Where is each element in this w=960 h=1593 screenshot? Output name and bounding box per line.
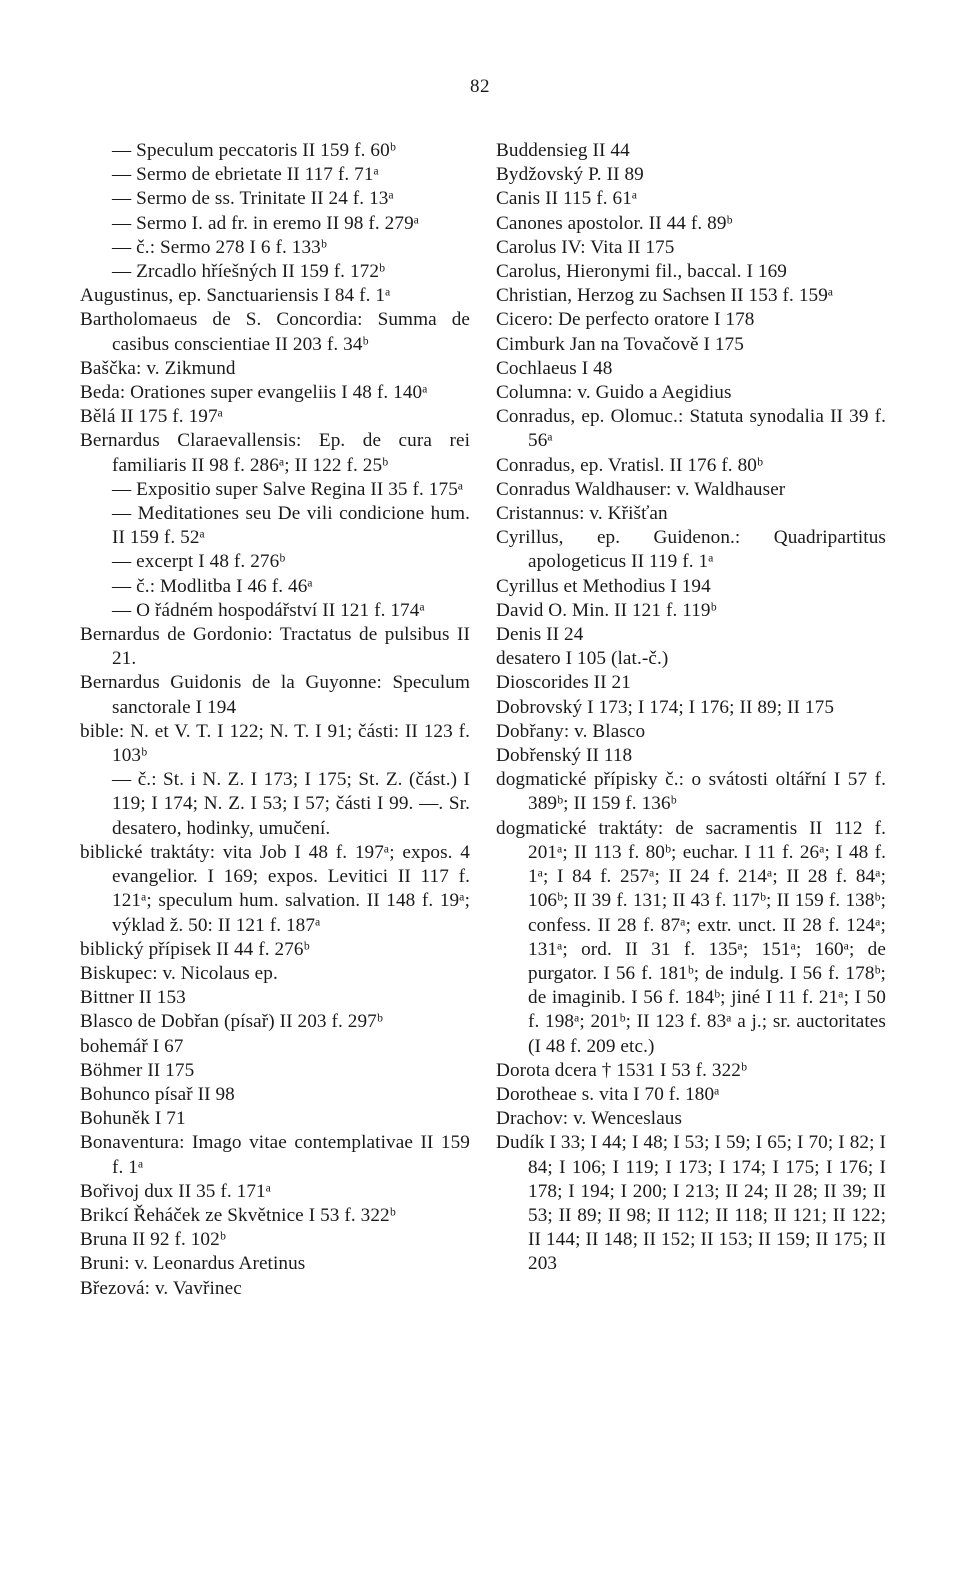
index-entry: Bruni: v. Leonardus Aretinus	[80, 1253, 306, 1275]
right-column	[496, 139, 886, 1277]
index-entry: Bonaventura: Imago vitae contemplativae II 159 f. 1ᵃ	[80, 1132, 470, 1178]
index-entry: Cyrillus et Methodius I 194	[496, 575, 711, 597]
index-entry: Bernardus Claraevallensis: Ep. de cura rei familiaris II 98 f. 286ᵃ; II 122 f. 25ᵇ	[80, 430, 470, 476]
index-entry: Buddensieg II 44	[496, 140, 630, 161]
index-entry: Dobřenský II 118	[496, 745, 633, 767]
index-entry: Cyrillus, ep. Guidenon.: Quadripartitus apologeticus II 119 f. 1ᵃ	[496, 527, 886, 573]
index-subentry: — Expositio super Salve Regina II 35 f. 175ᵃ	[112, 478, 464, 500]
left-column	[80, 139, 470, 1301]
index-entry: Bartholomaeus de S. Concordia: Summa de casibus conscientiae II 203 f. 34ᵇ	[80, 309, 470, 355]
index-entry: bible: N. et V. T. I 122; N. T. I 91; části: II 123 f. 103ᵇ	[80, 720, 470, 767]
index-subentry: — č.: St. i N. Z. I 173; I 175; St. Z. (část.) I 119; I 174; N. Z. I 53; I 57; části I 99. —. Sr. desatero, hodinky, umučení.	[112, 769, 470, 839]
index-subentry: — č.: Sermo 278 I 6 f. 133ᵇ	[112, 236, 327, 258]
index-entry: Columna: v. Guido a Aegidius	[496, 382, 732, 404]
index-subentry: — Speculum peccatoris II 159 f. 60ᵇ	[112, 140, 396, 161]
index-entry: Dioscorides II 21	[496, 672, 631, 694]
index-entry: Canis II 115 f. 61ᵃ	[496, 188, 638, 210]
index-entry: Augustinus, ep. Sanctuariensis I 84 f. 1ᵃ	[80, 285, 391, 307]
index-subentry: — O řádném hospodářství II 121 f. 174ᵃ	[112, 599, 425, 621]
index-entry: Conradus, ep. Olomuc.: Statuta synodalia II 39 f. 56ᵃ	[496, 406, 886, 452]
index-entry: Bělá II 175 f. 197ᵃ	[80, 406, 224, 428]
index-entry: dogmatické traktáty: de sacramentis II 112 f. 201ᵃ; II 113 f. 80ᵇ; euchar. I 11 f. 26ᵃ; I 48 f. 1ᵃ; I 84 f. 257ᵃ; II 24 f. 214ᵃ; II 28 f. 84ᵃ; 106ᵇ; II 39 f. 131; II 43 f. 117ᵇ; II 159 f. 138ᵇ; confess. II 28 f. 87ᵃ; extr. unct. II 28 f. 124ᵃ; 131ᵃ; ord. II 31 f. 135ᵃ; 151ᵃ; 160ᵃ; de purgator. I 56 f. 181ᵇ; de indulg. I 56 f. 178ᵇ; de imaginib. I 56 f. 184ᵇ; jiné I 11 f. 21ᵃ; I 50 f. 198ᵃ; 201ᵇ; II 123 f. 83ᵃ a j.; sr. auctoritates (I 48 f. 209 etc.)	[496, 817, 886, 1057]
index-entry: Carolus, Hieronymi fil., baccal. I 169	[496, 261, 788, 283]
index-entry: biblický přípisek II 44 f. 276ᵇ	[80, 938, 310, 960]
index-entry: Bořivoj dux II 35 f. 171ᵃ	[80, 1180, 272, 1202]
index-subentry: — Sermo de ebrietate II 117 f. 71ᵃ	[112, 164, 379, 186]
index-entry: Bernardus de Gordonio: Tractatus de pulsibus II 21.	[80, 624, 470, 670]
index-entry: dogmatické přípisky č.: o svátosti oltářní I 57 f. 389ᵇ; II 159 f. 136ᵇ	[496, 769, 886, 815]
index-entry: Cochlaeus I 48	[496, 357, 613, 379]
index-entry: Bydžovský P. II 89	[496, 164, 644, 186]
index-entry: Dorotheae s. vita I 70 f. 180ᵃ	[496, 1083, 720, 1105]
index-entry: Bohuněk I 71	[80, 1108, 186, 1130]
index-subentry: — Meditationes seu De vili condicione hum. II 159 f. 52ᵃ	[112, 503, 470, 549]
index-entry: Bittner II 153	[80, 987, 186, 1009]
index-entry: Blasco de Dobřan (písař) II 203 f. 297ᵇ	[80, 1011, 383, 1033]
index-entry: Conradus, ep. Vratisl. II 176 f. 80ᵇ	[496, 454, 764, 476]
index-entry: Cimburk Jan na Tovačově I 175	[496, 333, 744, 355]
index-entry: Christian, Herzog zu Sachsen II 153 f. 159ᵃ	[496, 285, 834, 307]
index-entry: Conradus Waldhauser: v. Waldhauser	[496, 478, 786, 500]
index-entry: Brikcí Řeháček ze Skvětnice I 53 f. 322ᵇ	[80, 1204, 396, 1226]
index-subentry: — č.: Modlitba I 46 f. 46ᵃ	[112, 575, 313, 597]
index-entry: Biskupec: v. Nicolaus ep.	[80, 962, 278, 984]
index-entry: Cristannus: v. Křišťan	[496, 503, 668, 525]
index-entry: Bernardus Guidonis de la Guyonne: Speculum sanctorale I 194	[80, 672, 470, 718]
index-entry: Böhmer II 175	[80, 1059, 195, 1081]
index-subentry: — excerpt I 48 f. 276ᵇ	[112, 551, 286, 573]
index-entry: desatero I 105 (lat.-č.)	[496, 648, 669, 670]
index-entry: Dudík I 33; I 44; I 48; I 53; I 59; I 65; I 70; I 82; I 84; I 106; I 119; I 173; I 174; I 175; I 176; I 178; I 194; I 200; I 213; II 24; II 28; II 39; II 53; II 89; II 98; II 112; II 118; II 121; II 122; II 144; II 148; II 152; II 153; II 159; II 175; II 203	[496, 1132, 886, 1275]
index-entry: Cicero: De perfecto oratore I 178	[496, 309, 755, 331]
index-entry: Carolus IV: Vita II 175	[496, 236, 675, 258]
index-subentry: — Zrcadlo hříešných II 159 f. 172ᵇ	[112, 261, 386, 283]
index-entry: Dorota dcera † 1531 I 53 f. 322ᵇ	[496, 1059, 748, 1081]
index-entry: Canones apostolor. II 44 f. 89ᵇ	[496, 212, 733, 234]
index-entry: Bohunco písař II 98	[80, 1083, 235, 1105]
index-entry: David O. Min. II 121 f. 119ᵇ	[496, 599, 717, 621]
index-entry: Beda: Orationes super evangeliis I 48 f. 140ᵃ	[80, 382, 428, 404]
index-subentry: — Sermo I. ad fr. in eremo II 98 f. 279ᵃ	[112, 212, 420, 234]
index-entry: bohemář I 67	[80, 1035, 184, 1057]
index-entry: Denis II 24	[496, 624, 584, 646]
index-entry: Baščka: v. Zikmund	[80, 357, 236, 379]
index-entry: Bruna II 92 f. 102ᵇ	[80, 1229, 226, 1251]
index-entry: Drachov: v. Wenceslaus	[496, 1108, 683, 1130]
page-number: 82	[470, 76, 490, 97]
index-entry: Březová: v. Vavřinec	[80, 1277, 242, 1299]
index-subentry: — Sermo de ss. Trinitate II 24 f. 13ᵃ	[112, 188, 394, 210]
index-entry: biblické traktáty: vita Job I 48 f. 197ᵃ; expos. 4 evangelior. I 169; expos. Levitici II 117 f. 121ᵃ; speculum hum. salvation. II 148 f. 19ᵃ; výklad ž. 50: II 121 f. 187ᵃ	[80, 841, 470, 936]
index-entry: Dobrovský I 173; I 174; I 176; II 89; II 175	[496, 696, 835, 718]
index-entry: Dobřany: v. Blasco	[496, 720, 646, 742]
